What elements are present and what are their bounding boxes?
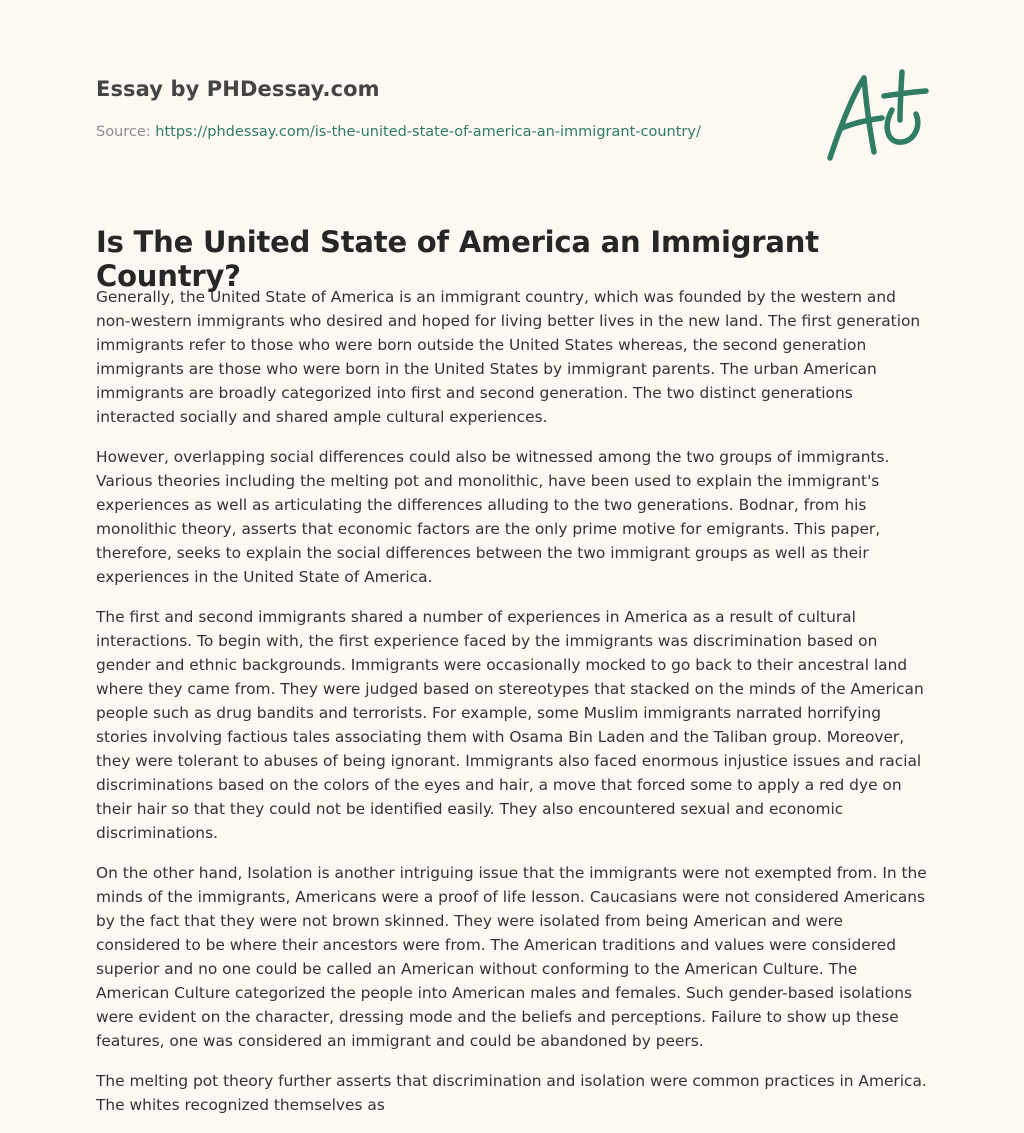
essay-paragraph-1: Generally, the United State of America is an immigrant country, which was founded by the western and non-western immigrants who desired and hoped for living better lives in the new land. The first generation immigrants refer to those who were born outside the United States whereas, the second generation immigrants are those who were born in the United States by immigrant parents. The urban American immigrants are broadly categorized into first and second generation. The two distinct generations interacted socially and shared ample cultural experiences. [96, 288, 921, 426]
source-label: Source: [96, 124, 151, 140]
essay-title: Is The United State of America an Immigrant Country? [96, 225, 819, 293]
site-title: Essay by PHDessay.com [96, 77, 380, 101]
source-line [96, 124, 701, 140]
essay-paragraph-5: The melting pot theory further asserts that discrimination and isolation were common practices in America. The whites recognized themselves as [96, 1072, 927, 1114]
essay-paragraph-3: The first and second immigrants shared a number of experiences in America as a result of cultural interactions. To begin with, the first experience faced by the immigrants was discrimination based on gender and ethnic backgrounds. Immigrants were occasionally mocked to go back to their ancestral land where they came from. They were judged based on stereotypes that stacked on the minds of the American people such as drug bandits and terrorists. For example, some Muslim immigrants narrated horrifying stories involving factious tales associating them with Osama Bin Laden and the Taliban group. Moreover, they were tolerant to abuses of being ignorant. Immigrants also faced enormous injustice issues and racial discriminations based on the colors of the eyes and hair, a move that forced some to apply a red dye on their hair so that they could not be identified easily. They also encountered sexual and economic discriminations. [96, 608, 924, 842]
essay-paragraph-2: However, overlapping social differences could also be witnessed among the two groups of immigrants. Various theories including the melting pot and monolithic, have been used to explain the immigrant's experiences as well as articulating the differences alluding to the two generations. Bodnar, from his monolithic theory, asserts that economic factors are the only prime motive for emigrants. This paper, therefore, seeks to explain the social differences between the two immigrant groups as well as their experiences in the United State of America. [96, 448, 890, 586]
a-plus-logo-icon [822, 66, 934, 166]
source-link[interactable]: https://phdessay.com/is-the-united-state-of-america-an-immigrant-country/ [155, 124, 701, 140]
essay-body [96, 285, 932, 1133]
essay-paragraph-4: On the other hand, Isolation is another intriguing issue that the immigrants were not exempted from. In the minds of the immigrants, Americans were a proof of life lesson. Caucasians were not considered Americans by the fact that they were not brown skinned. They were isolated from being American and were considered to be where their ancestors were from. The American traditions and values were considered superior and no one could be called an American without conforming to the American Culture. The American Culture categorized the people into American males and females. Such gender-based isolations were evident on the character, dressing mode and the beliefs and perceptions. Failure to show up these features, one was considered an immigrant and could be abandoned by peers. [96, 864, 927, 1050]
